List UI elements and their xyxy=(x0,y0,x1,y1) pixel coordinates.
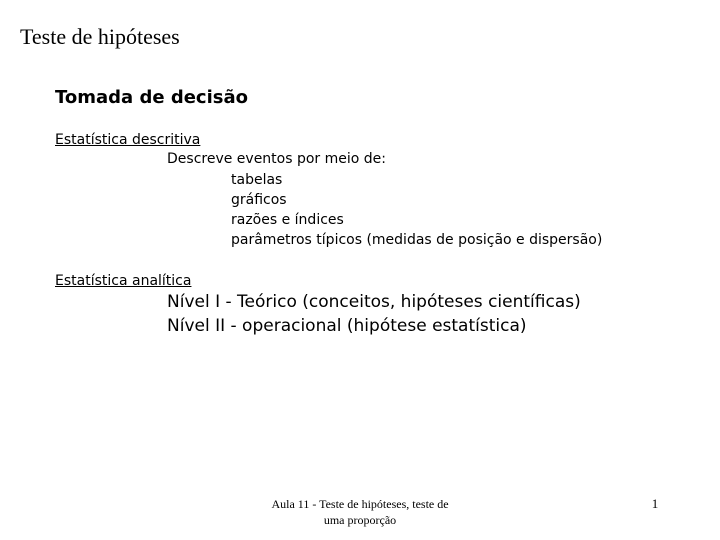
page-number: 1 xyxy=(651,496,659,511)
descriptive-items-list xyxy=(231,170,602,250)
footer-line: uma proporção xyxy=(323,513,397,527)
footer-text xyxy=(250,496,470,528)
list-item: gráficos xyxy=(231,192,287,208)
list-item: razões e índices xyxy=(231,212,344,228)
content-image xyxy=(55,85,655,345)
footer-line: Aula 11 - Teste de hipóteses, teste de xyxy=(271,497,449,511)
slide-title: Teste de hipóteses xyxy=(20,24,180,49)
analytic-statistics-label: Estatística analítica xyxy=(55,273,192,289)
decision-heading: Tomada de decisão xyxy=(55,87,248,108)
list-item: tabelas xyxy=(231,172,283,188)
level-item: Nível I - Teórico (conceitos, hipóteses científicas) xyxy=(167,292,581,312)
descriptive-intro: Descreve eventos por meio de: xyxy=(167,151,387,167)
descriptive-statistics-label: Estatística descritiva xyxy=(55,132,201,148)
analytic-levels-list xyxy=(167,290,581,338)
list-item: parâmetros típicos (medidas de posição e dispersão) xyxy=(231,232,603,248)
level-item: Nível II - operacional (hipótese estatística) xyxy=(167,316,527,336)
